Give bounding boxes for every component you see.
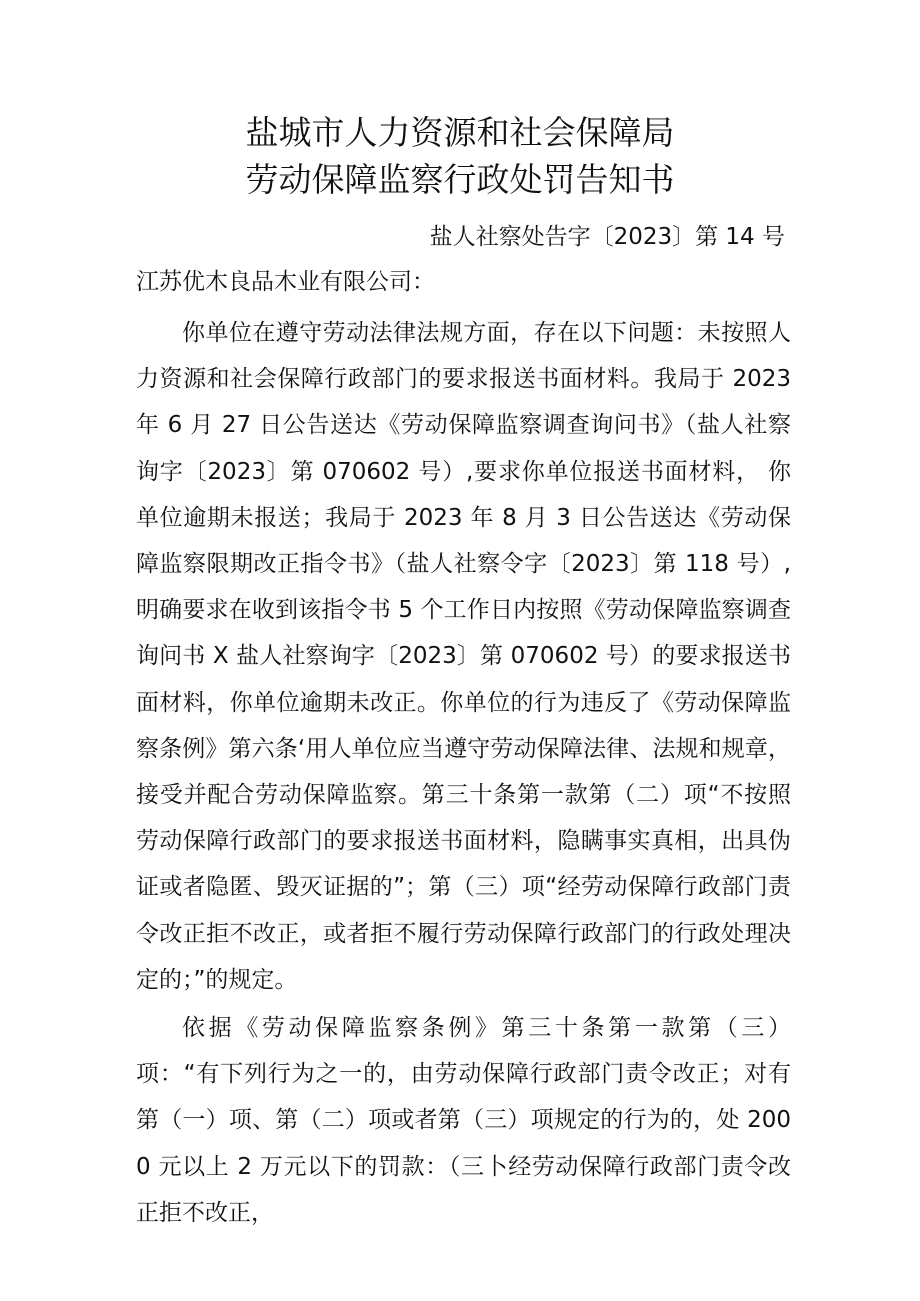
addressee: 江苏优木良品木业有限公司： bbox=[136, 269, 435, 295]
body-paragraph-legal-basis: 依据《劳动保障监察条例》第三十条第一款第（三）项：“有下列行为之一的，由劳动保障行政部门责令改正；对有第（一）项、第（二）项或者第（三）项规定的行为的，处 2000 元以上 2 万元以下的罚款：（三卜经劳动保障行政部门责令改正拒不改正， bbox=[136, 1015, 791, 1226]
document-title-line2: 劳动保障监察行政处罚告知书 bbox=[245, 160, 675, 199]
document-number: 盐人社察处告字〔2023〕第 14 号 bbox=[429, 224, 785, 250]
document-title-line1: 盐城市人力资源和社会保障局 bbox=[245, 113, 675, 152]
body-paragraph-facts: 你单位在遵守劳动法律法规方面，存在以下问题：未按照人力资源和社会保障行政部门的要求报送书面材料。我局于 2023 年 6 月 27 日公告送达《劳动保障监察调查询问书》（盐人社察询字〔2023〕第 070602 号）,要求你单位报送书面材料， 你单位逾期未报送；我局于 2023 年 8 月 3 日公告送达《劳动保障监察限期改正指令书》（盐人社察令字〔2023〕第 118 号）,明确要求在收到该指令书 5 个工作日内按照《劳动保障监察调查询问书 X 盐人社察询字〔2023〕第 070602 号）的要求报送书面材料，你单位逾期未改正。你单位的行为违反了《劳动保障监察条例》第六条‘用人单位应当遵守劳动保障法律、法规和规章，接受并配合劳动保障监察。第三十条第一款第（二）项“不按照劳动保障行政部门的要求报送书面材料，隐瞒事实真相，出具伪证或者隐匿、毁灭证据的”；第（三）项“经劳动保障行政部门责令改正拒不改正，或者拒不履行劳动保障行政部门的行政处理决定的；”的规定。 bbox=[136, 320, 791, 993]
